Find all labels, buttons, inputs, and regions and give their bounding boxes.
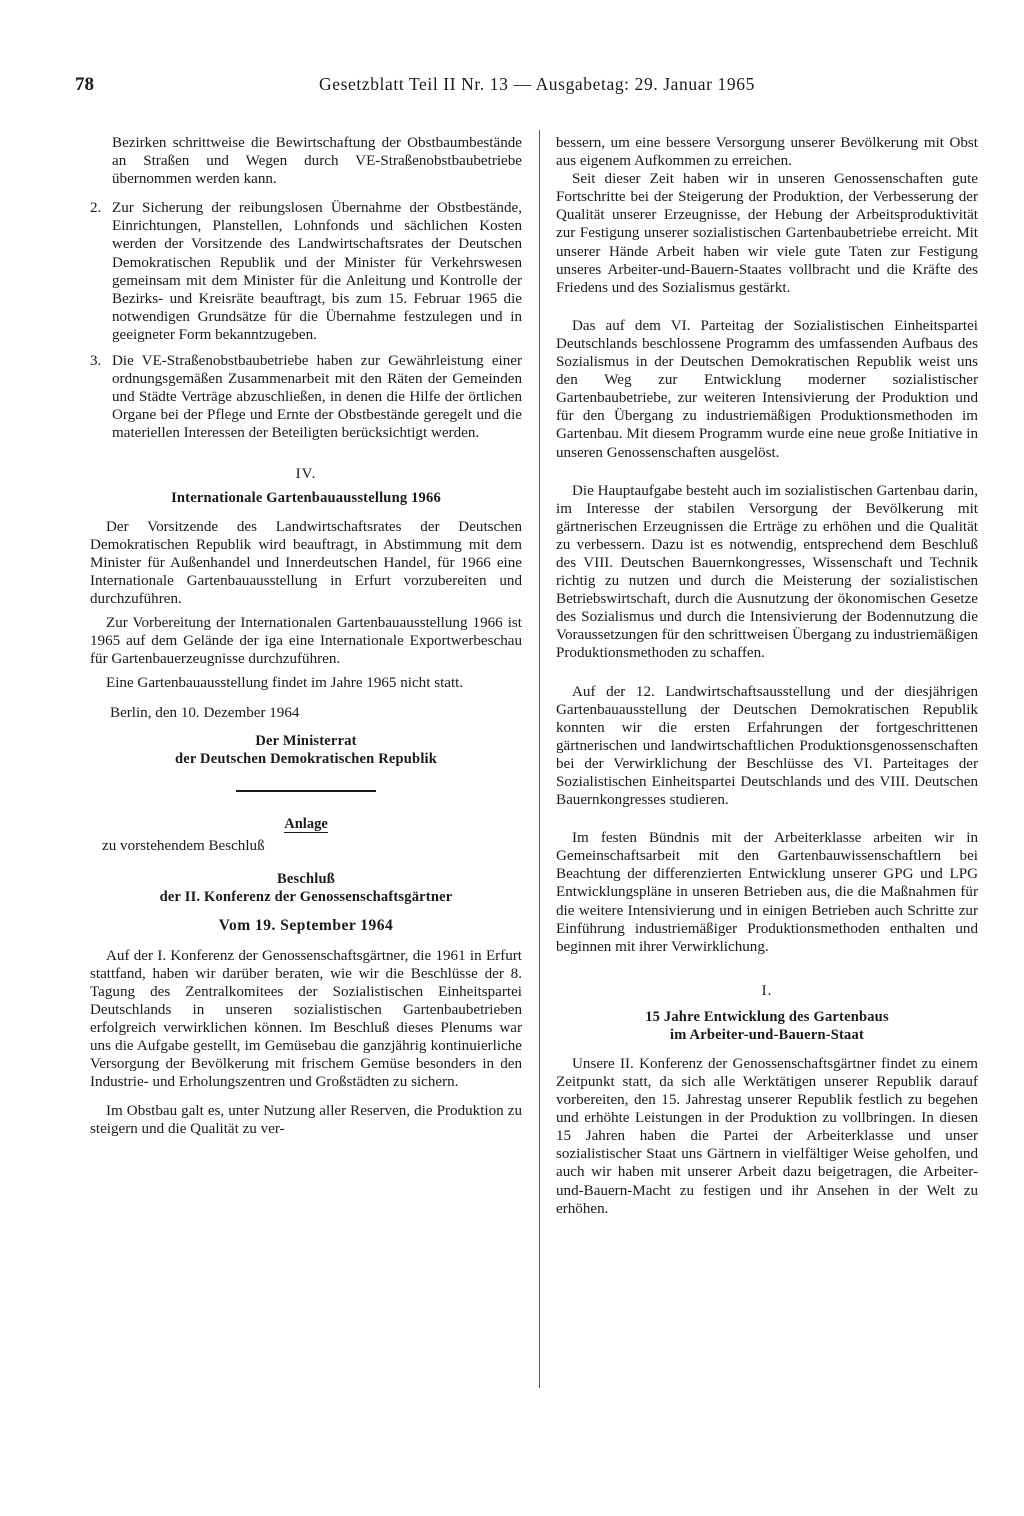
anlage-subtitle: zu vorstehendem Beschluß: [102, 838, 265, 855]
section-title: Internationale Gartenbauausstellung 1966: [171, 489, 441, 506]
page-header: [75, 74, 947, 104]
section-divider: [236, 790, 376, 792]
signer-line: der Deutschen Demokratischen Republik: [174, 751, 438, 768]
paragraph: Der Vorsitzende des Landwirtschaftsrates der Deutschen Demokratischen Republik wird beauftragt, in Abstimmung mit dem Minister für Außenhandel und Innerdeutschen Handel, für 1966 eine Internationale Gartenbauausstellung in Erfurt vorzubereiten und durchzuführen.: [90, 518, 522, 607]
paragraph: Im Obstbau galt es, unter Nutzung aller Reserven, die Produktion zu steigern und die Qualität zu ver-: [90, 1103, 522, 1138]
list-text: Die VE-Straßenobstbaubetriebe haben zur Gewährleistung einer ordnungsgemäßen Zusammenarbeit mit den Räten der Gemeinden und Städte Verträge abzuschließen, in denen die Hilfe der örtlichen Organe bei der Pflege und Ernte der Obstbestände geregelt und die materiellen Interessen der Beteiligten berücksichtigt werden.: [112, 353, 522, 442]
section-title: im Arbeiter-und-Bauern-Staat: [670, 1026, 864, 1043]
section-number: I.: [761, 982, 773, 999]
list-text: Zur Sicherung der reibungslosen Übernahme der Obstbestände, Einrichtungen, Planstellen, Lohnfonds und sächlichen Kosten werden der Vorsitzende des Landwirtschaftsrates der Deutschen Demokratischen Republik und der Minister für Verkehrswesen gemeinsam mit dem Minister für die Anleitung und Kontrolle der Bezirks- und Kreisräte beauftragt, bis zum 15. Februar 1965 die notwendigen Grundsätze für die Übernahme festzulegen und in geeigneter Form bekanntzugeben.: [112, 200, 522, 343]
right-column: [556, 134, 978, 1218]
list-number: 3.: [90, 353, 102, 370]
anlage-heading: [90, 816, 522, 833]
section-title: 15 Jahre Entwicklung des Gartenbaus: [645, 1008, 889, 1025]
section-number: IV.: [295, 465, 317, 482]
list-number: 2.: [90, 200, 102, 217]
running-head: Gesetzblatt Teil II Nr. 13 — Ausgabetag: 29. Januar 1965: [319, 74, 755, 94]
resolution-title: der II. Konferenz der Genossenschaftsgärtner: [159, 888, 453, 905]
paragraph: Eine Gartenbauausstellung findet im Jahre 1965 nicht statt.: [106, 675, 464, 692]
page-number: 78: [75, 74, 94, 95]
paragraph: bessern, um eine bessere Versorgung unserer Bevölkerung mit Obst aus eigenem Aufkommen zu erreichen.: [556, 135, 978, 170]
paragraph: Seit dieser Zeit haben wir in unseren Genossenschaften gute Fortschritte bei der Steigerung der Produktion, der Verbesserung der Qualität unserer Erzeugnisse, der Hebung der Arbeitsproduktivität zur Festigung unserer sozialistischen Gartenbaubetriebe erreicht. Mit unserer Hände Arbeit haben wir viele gute Taten zur Festigung unseres Arbeiter-und-Bauern-Staates vollbracht und die Kräfte des Friedens und des Sozialismus gestärkt.: [556, 171, 978, 296]
list-item-2: [90, 199, 522, 344]
place-date: Berlin, den 10. Dezember 1964: [110, 705, 300, 722]
paragraph: Auf der 12. Landwirtschaftsausstellung und der diesjährigen Gartenbauausstellung der Deutschen Demokratischen Republik konnten wir die ersten Erfahrungen der fortgeschrittenen gärtnerischen und landwirtschaftlichen Produktionsgenossenschaften bei der Verwirklichung der Beschlüsse des VI. Parteitages der Sozialistischen Einheitspartei Deutschlands und des VIII. Deutschen Bauernkongresses studieren.: [556, 683, 978, 809]
resolution-date: Vom 19. September 1964: [218, 916, 394, 934]
left-column: [90, 134, 522, 1138]
column-divider: [539, 130, 540, 1388]
paragraph: Im festen Bündnis mit der Arbeiterklasse arbeiten wir in Gemeinschaftsarbeit mit den Gartenbauwissenschaftlern bei Beachtung der differenzierten Entwicklung unserer GPG und LPG Entwicklungspläne in unseren Betrieben aus, die die Maßnahmen für die weitere Intensivierung und in einigen Betrieben auch Schritte zur Einführung industriemäßiger Produktionsmethoden enthalten und beginnen mit ihrer Verwirklichung.: [556, 830, 978, 955]
continued-paragraph: Bezirken schrittweise die Bewirtschaftung der Obstbaumbestände an Straßen und Wegen durch VE-Straßenobstbaubetriebe übernommen werden kann.: [112, 135, 522, 188]
paragraph: Die Hauptaufgabe besteht auch im sozialistischen Gartenbau darin, im Interesse der stabilen Versorgung der Bevölkerung mit gärtnerischen Erzeugnissen die Erträge zu erhöhen und die Qualität zu verbessern. Dazu ist es notwendig, entsprechend dem Beschluß des VIII. Deutschen Bauernkongresses, Wissenschaft und Technik richtig zu nutzen und durch die Meisterung der sozialistischen Betriebswirtschaft, durch die Ausnutzung der ökonomischen Gesetze des Sozialismus und durch die Intensivierung der Bodennutzung die Voraussetzungen für den schrittweisen Übergang zu industriemäßigen Produktionsmethoden zu schaffen.: [556, 482, 978, 662]
paragraph: Auf der I. Konferenz der Genossenschaftsgärtner, die 1961 in Erfurt stattfand, haben wir darüber beraten, wie wir die Beschlüsse der 8. Tagung des Zentralkomitees der Sozialistischen Einheitspartei Deutschlands in unseren sozialistischen Gartenbaubetrieben erfolgreich verwirklichen können. Im Beschluß dieses Plenums war uns die Aufgabe gestellt, im Gemüsebau die ganzjährig kontinuierliche Versorgung der Bevölkerung mit frischem Gemüse besonders in den Industrie- und Erholungszentren und Großstädten zu sichern.: [90, 947, 522, 1091]
anlage-label: Anlage: [284, 816, 328, 833]
paragraph: Das auf dem VI. Parteitag der Sozialistischen Einheitspartei Deutschlands beschlossene Programm des umfassenden Aufbaus des Sozialismus in der Deutschen Demokratischen Republik weist uns den Weg zur Entwicklung moderner sozialistischer Gartenbaubetriebe, zur weiteren Intensivierung der Produktion und für den Übergang zu industriemäßigen Produktionsmethoden im Gartenbau. Mit diesem Programm wurde eine neue große Initiative in unseren Genossenschaften ausgelöst.: [556, 317, 978, 461]
paragraph: Zur Vorbereitung der Internationalen Gartenbauausstellung 1966 ist 1965 auf dem Gelände der iga eine Internationale Exportwerbeschau für Gartenbauerzeugnisse durchzuführen.: [90, 614, 522, 668]
resolution-title: Beschluß: [276, 870, 335, 887]
list-item-3: [90, 352, 522, 442]
paragraph: Unsere II. Konferenz der Genossenschaftsgärtner findet zu einem Zeitpunkt statt, da sich alle Werktätigen unserer Republik darauf vorbereiten, den 15. Jahrestag unserer Republik festlich zu begehen und erhöhte Leistungen in der Produktion zu vollbringen. In diesen 15 Jahren haben die Partei der Arbeiterklasse und unser sozialistischer Staat uns Gärtnern in vielfältiger Weise geholfen, und auch wir haben mit unserer Arbeit dazu beigetragen, die Arbeiter-und-Bauern-Macht zu festigen und ihr Ansehen in der Welt zu erhöhen.: [556, 1055, 978, 1217]
signer-line: Der Ministerrat: [255, 733, 357, 750]
